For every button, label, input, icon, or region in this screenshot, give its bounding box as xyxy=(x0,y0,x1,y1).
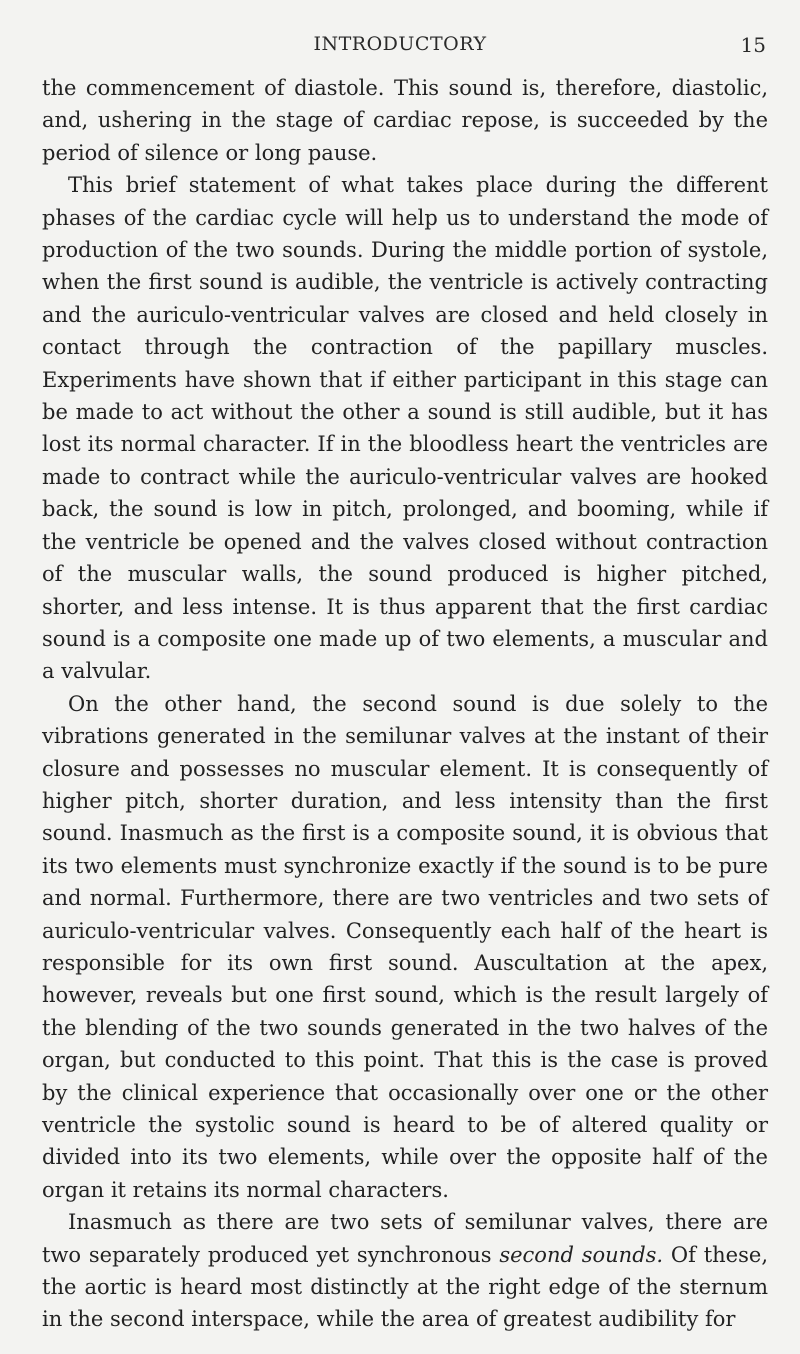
paragraph-semilunar-valves xyxy=(42,1206,768,1336)
paragraph-second-sound: On the other hand, the second sound is due solely to the vibrations generated in the semilunar valves at the instant of their closure and possesses no muscular element. It is consequently of higher pitch, shorter duration, and less intensity than the first sound. Inasmuch as the first is a composite sound, it is obvious that its two elements must synchronize exactly if the sound is to be pure and normal. Furthermore, there are two ventricles and two sets of auriculo-ventricular valves. Consequently each half of the heart is responsible for its own first sound. Auscultation at the apex, however, reveals but one first sound, which is the result largely of the blending of the two sounds generated in the two halves of the organ, but conducted to this point. That this is the case is proved by the clinical experience that occasionally over one or the other ventricle the systolic sound is heard to be of altered quality or divided into its two elements, while over the opposite half of the organ it retains its normal characters. xyxy=(42,691,768,1202)
paragraph-continuation: the commencement of diastole. This sound is, therefore, diastolic, and, ushering in the stage of cardiac repose, is succeeded by the period of silence or long pause. xyxy=(42,76,768,165)
paragraph-text-start: Inasmuch as there are two sets of semilunar valves, there are two separately produced yet synchronous xyxy=(42,1210,768,1267)
body-text xyxy=(42,72,768,1336)
paragraph-cardiac-cycle: This brief statement of what takes place during the different phases of the cardiac cycle will help us to understand the mode of production of the two sounds. During the middle portion of systole, when the first sound is audible, the ventricle is actively contracting and the auriculo-ventricular valves are closed and held closely in contact through the contraction of the papillary muscles. Experiments have shown that if either participant in this stage can be made to act without the other a sound is still audible, but it has lost its normal character. If in the bloodless heart the ventricles are made to contract while the auriculo-ventricular valves are hooked back, the sound is low in pitch, prolonged, and booming, while if the ventricle be opened and the valves closed without contraction of the muscular walls, the sound produced is higher pitched, shorter, and less intense. It is thus apparent that the first cardiac sound is a composite one made up of two elements, a muscular and a valvular. xyxy=(42,173,768,684)
page-number: 15 xyxy=(740,33,766,57)
running-title: INTRODUCTORY xyxy=(313,33,487,55)
emphasized-term: second sounds. xyxy=(499,1242,664,1267)
paragraph-text-end: Of these, the aortic is heard most distinctly at the right edge of the sternum in the second interspace, while the area of greatest audibility for xyxy=(42,1242,768,1332)
running-header xyxy=(0,33,800,63)
